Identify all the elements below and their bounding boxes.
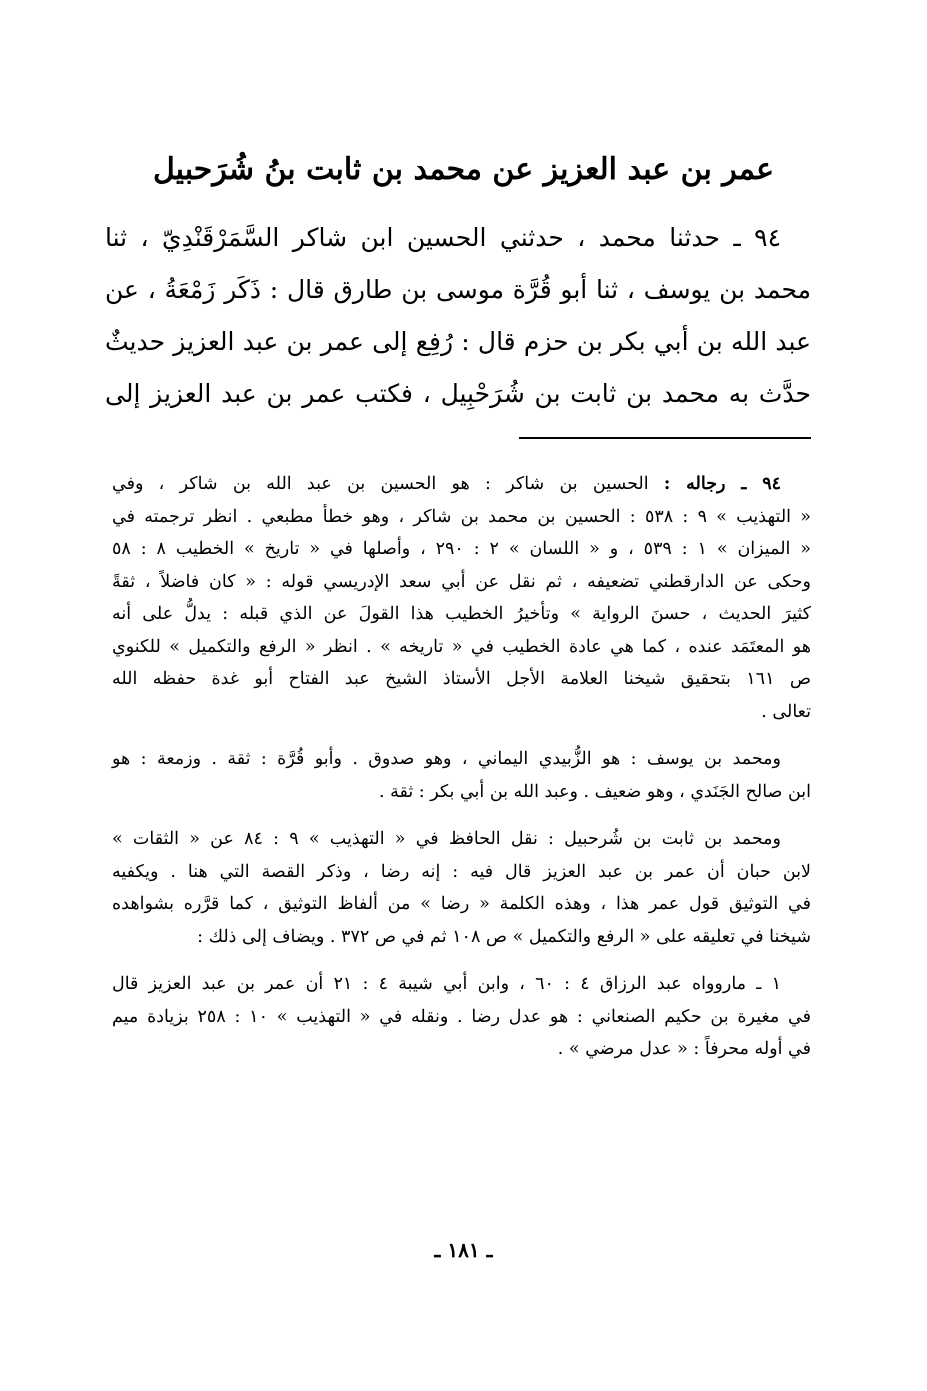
footnotes xyxy=(112,468,811,1081)
page-number: ـ ١٨١ ـ xyxy=(434,1238,493,1262)
main-text-line: ٩٤ ـ حدثنا محمد ، حدثني الحسين ابن شاكر السَّمَرْقَنْدِيّ ، ثنا xyxy=(105,223,781,252)
footnote-paragraph xyxy=(112,743,811,808)
main-text-line: محمد بن يوسف ، ثنا أبو قُرَّة موسى بن طارق قال : ذَكَر زَمْعَةُ ، عن xyxy=(105,275,811,304)
footnote-line: لابن حبان أن عمر بن عبد العزيز قال فيه : إنه رضا ، وذكر القصة التي هنا . ويكفيه xyxy=(112,861,811,882)
footnote-line: « التهذيب » ٩ : ٥٣٨ : الحسين بن محمد بن شاكر ، وهو خطأ مطبعي . انظر ترجمته في xyxy=(112,506,811,527)
footnote-line: في مغيرة بن حكيم الصنعاني : هو عدل رضا . ونقله في « التهذيب » ١٠ : ٢٥٨ بزيادة ميم xyxy=(112,1006,812,1027)
main-text-line: عبد الله بن أبي بكر بن حزم قال : رُفِع إلى عمر بن عبد العزيز حديثٌ xyxy=(105,327,811,356)
footnote-94 xyxy=(112,468,811,728)
footnote-line: ومحمد بن يوسف : هو الزُّبيدي اليماني ، وهو صدوق . وأبو قُرَّة : ثقة . وزمعة : هو xyxy=(112,749,781,769)
footnote-line: شيخنا في تعليقه على « الرفع والتكميل » ص ١٠٨ ثم في ص ٣٧٢ . ويضاف إلى ذلك : xyxy=(197,926,811,947)
footnote-paragraph xyxy=(112,968,811,1066)
footnote-paragraph xyxy=(112,823,811,953)
footnote-line: ص ١٦١ بتحقيق شيخنا العلامة الأجل الأستاذ الشيخ عبد الفتاح أبو غدة حفظه الله xyxy=(112,669,811,689)
footnote-line: ابن صالح الجَنَدي ، وهو ضعيف . وعبد الله بن أبي بكر : ثقة . xyxy=(378,781,811,802)
footnote-line: ومحمد بن ثابت بن شُرحبيل : نقل الحافظ في « التهذيب » ٩ : ٨٤ عن « الثقات » xyxy=(112,829,781,849)
footnote-line: في التوثيق قول عمر هذا ، وهذه الكلمة « رضا » من ألفاظ التوثيق ، كما قرَّره بشواهده xyxy=(112,894,811,914)
footnote-line: في أوله محرفاً : « عدل مرضي » . xyxy=(557,1039,811,1059)
footnote-separator xyxy=(519,437,811,439)
footnote-line: تعالى . xyxy=(761,701,811,722)
footnote-line: كثيرَ الحديث ، حسنَ الرواية » وتأخيرُ الخطيب هذا القولَ عن الذي قبله : يدلُّ على أنه xyxy=(112,604,811,624)
footnote-line xyxy=(112,468,811,501)
main-text xyxy=(105,212,811,420)
footnote-number: ٩٤ ـ رجاله : xyxy=(663,474,781,494)
footnote-line: هو المعتَمَد عنده ، كما هي عادة الخطيب في « تاريخه » . انظر « الرفع والتكميل » للكنوي xyxy=(112,636,811,657)
main-text-line: حدَّث به محمد بن ثابت بن شُرَحْبِيل ، فكتب عمر بن عبد العزيز إلى xyxy=(105,379,811,408)
footnote-line: وحكى عن الدارقطني تضعيفه ، ثم نقل عن أبي سعد الإدريسي قوله : « كان فاضلاً ، ثقةً xyxy=(112,571,811,592)
footnote-line: « الميزان » ١ : ٥٣٩ ، و « اللسان » ٢ : ٢٩٠ ، وأصلها في « تاريخ » الخطيب ٨ : ٥٨ xyxy=(112,539,812,559)
footnote-line: ١ ـ ماروواه عبد الرزاق ٤ : ٦٠ ، وابن أبي شيبة ٤ : ٢١ أن عمر بن عبد العزيز قال xyxy=(112,974,781,994)
footnote-text: الحسين بن شاكر : هو الحسين بن عبد الله بن شاكر ، وفي xyxy=(112,474,649,494)
chapter-title: عمر بن عبد العزيز عن محمد بن ثابت بنُ شُرَحبيل xyxy=(152,152,775,187)
